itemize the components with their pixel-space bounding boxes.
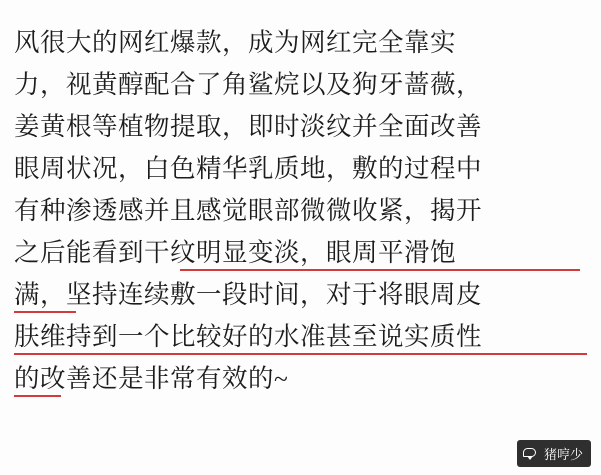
text-line: 之后能看到干纹明显变淡，眼周平滑饱: [14, 238, 457, 267]
red-underline: [180, 269, 580, 271]
text-line: 满，坚持连续敷一段时间，对于将眼周皮: [14, 280, 483, 309]
text-line: 姜黄根等植物提取，即时淡纹并全面改善: [14, 112, 483, 141]
text-line: 力，视黄醇配合了角鲨烷以及狗牙蔷薇，: [14, 70, 483, 99]
wechat-account-icon: [523, 447, 538, 460]
text-line: 眼周状况，白色精华乳质地，敷的过程中: [14, 154, 483, 183]
red-underline: [14, 353, 587, 355]
text-line: 肤维持到一个比较好的水准甚至说实质性: [14, 322, 483, 351]
red-underline: [14, 311, 76, 313]
text-line: 风很大的网红爆款，成为网红完全靠实: [14, 28, 457, 57]
red-underline: [14, 395, 61, 397]
watermark-badge: [517, 440, 591, 467]
text-line: 有种渗透感并且感觉眼部微微收紧，揭开: [14, 196, 483, 225]
text-line: 的改善还是非常有效的~: [14, 364, 289, 393]
watermark-label: 猪哼少: [543, 447, 583, 462]
